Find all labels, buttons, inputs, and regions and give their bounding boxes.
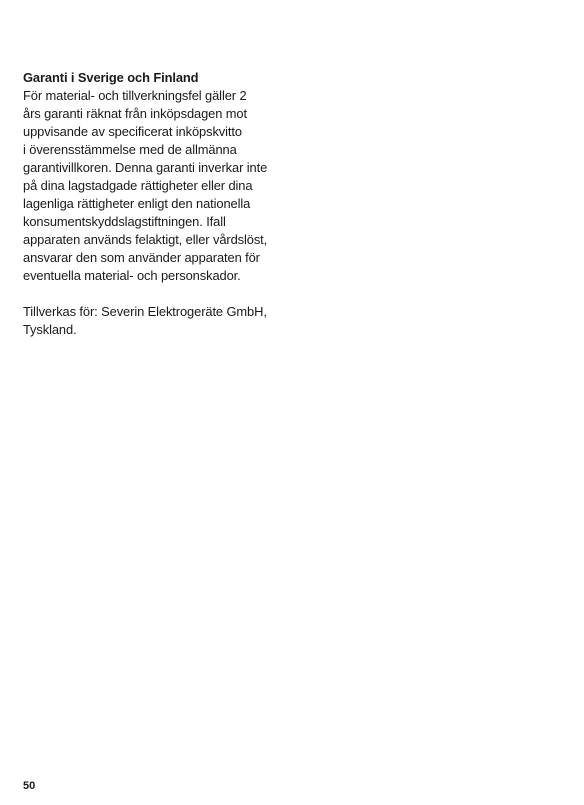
paragraph-line: ansvarar den som använder apparaten för bbox=[23, 250, 260, 265]
paragraph-line: i överensstämmelse med de allmänna bbox=[23, 142, 237, 157]
paragraph-line: Tillverkas för: Severin Elektrogeräte GmbH, bbox=[23, 304, 267, 319]
paragraph-line: uppvisande av specificerat inköpskvitto bbox=[23, 124, 242, 139]
warranty-paragraph bbox=[23, 87, 293, 285]
paragraph-line: konsumentskyddslagstiftningen. Ifall bbox=[23, 214, 226, 229]
paragraph-line: apparaten används felaktigt, eller vårdslöst, bbox=[23, 232, 268, 247]
paragraph-line: För material- och tillverkningsfel gäller 2 bbox=[23, 88, 247, 103]
paragraph-line: eventuella material- och personskador. bbox=[23, 268, 241, 283]
warranty-section bbox=[23, 69, 293, 339]
paragraph-line: lagenliga rättigheter enligt den nationella bbox=[23, 196, 251, 211]
paragraph-line: års garanti räknat från inköpsdagen mot bbox=[23, 106, 247, 121]
paragraph-line: på dina lagstadgade rättigheter eller dina bbox=[23, 178, 253, 193]
paragraph-line: garantivillkoren. Denna garanti inverkar inte bbox=[23, 160, 268, 175]
paragraph-line: Tyskland. bbox=[23, 322, 77, 337]
page-number: 50 bbox=[23, 780, 36, 792]
manufacturer-paragraph bbox=[23, 303, 293, 339]
section-heading: Garanti i Sverige och Finland bbox=[23, 70, 199, 85]
